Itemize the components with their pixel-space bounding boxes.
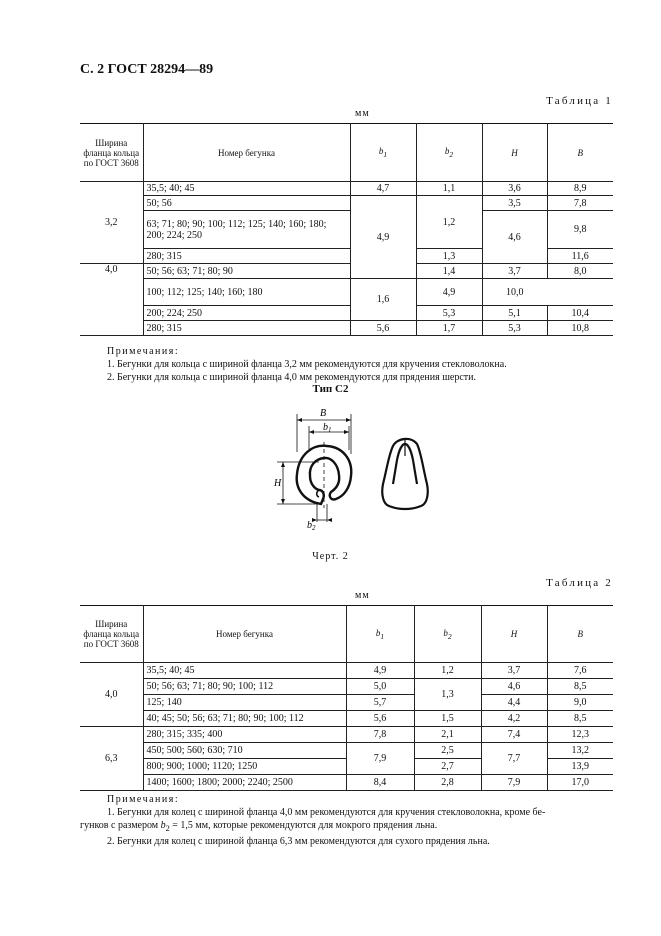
table2-notes xyxy=(80,793,617,848)
table1-b2-cell: 1,4 xyxy=(416,264,482,279)
table2-note-2: 2. Бегунки для колец с шириной фланца 6,3 мм рекомендуются для сухого прядения льна. xyxy=(107,836,490,847)
table1-units: мм xyxy=(355,108,370,119)
table2-note-1-sub: 2 xyxy=(165,824,170,833)
table-row xyxy=(80,279,613,306)
table2-header-number: Номер бегунка xyxy=(143,606,346,663)
table2-h-cell: 4,6 xyxy=(481,679,547,695)
table1-h-cell: 5,3 xyxy=(482,321,547,336)
table2-header-b2-sub: 2 xyxy=(447,631,452,641)
table2-b1-cell: 5,6 xyxy=(346,711,414,727)
table2-b1-cell: 5,7 xyxy=(346,695,414,711)
table1-b2-cell: 1,6 xyxy=(350,279,416,321)
table2-b2-cell: 2,8 xyxy=(414,775,481,791)
table1-bb-cell: 8,9 xyxy=(547,182,613,196)
traveller-side-view xyxy=(382,439,428,509)
table2-number-cell: 50; 56; 63; 71; 80; 90; 100; 112 xyxy=(143,679,346,695)
table1-number-cell: 50; 56; 63; 71; 80; 90 xyxy=(143,264,350,279)
table2-note-1-var: b xyxy=(160,820,166,831)
table2-bb-cell: 8,5 xyxy=(547,711,613,727)
dimension-arrows xyxy=(281,418,351,522)
table2-b2-cell: 2,1 xyxy=(414,727,481,743)
table2-note-1 xyxy=(107,806,617,819)
label-b2: $b_2$ xyxy=(307,520,316,532)
table1-h-cell: 5,1 xyxy=(482,306,547,321)
table2-bb-cell: 17,0 xyxy=(547,775,613,791)
table-row xyxy=(80,663,613,679)
table2-note-1-cont xyxy=(80,819,617,835)
table1-number-cell: 200; 224; 250 xyxy=(143,306,350,321)
table1-notes xyxy=(107,345,507,384)
table2-h-cell: 7,9 xyxy=(481,775,547,791)
table1-header-b2-sub: 2 xyxy=(449,149,454,159)
table2-number-cell: 1400; 1600; 1800; 2000; 2240; 2500 xyxy=(143,775,346,791)
table1-bb-cell: 11,6 xyxy=(547,249,613,264)
table1-bb-cell: 9,8 xyxy=(547,211,613,249)
traveller-drawing xyxy=(265,400,455,540)
table2-width-cell: 4,0 xyxy=(80,663,143,727)
table2-b1-cell: 7,8 xyxy=(346,727,414,743)
table1-b2-cell: 1,2 xyxy=(416,196,482,249)
table1-number-cell: 280; 315 xyxy=(143,321,350,336)
table-row xyxy=(80,321,613,336)
table1-number-cell: 35,5; 40; 45 xyxy=(143,182,350,196)
table1-caption: Таблица 1 xyxy=(546,95,613,107)
table2-number-cell: 125; 140 xyxy=(143,695,346,711)
table2-h-cell: 4,4 xyxy=(481,695,547,711)
table1-header-b1: $b_1$ xyxy=(350,124,416,182)
table1-number-cell: 50; 56 xyxy=(143,196,350,211)
table1-bb-cell: 10,0 xyxy=(482,279,547,306)
table-row xyxy=(80,182,613,196)
table2-b2-cell: 1,5 xyxy=(414,711,481,727)
traveller-front-view xyxy=(297,446,352,504)
table2-header-h: H xyxy=(481,606,547,663)
table2-b1-cell: 4,9 xyxy=(346,663,414,679)
table1-notes-title: Примечания: xyxy=(107,346,180,357)
table1-number-cell: 63; 71; 80; 90; 100; 112; 125; 140; 160; 180; 200; 224; 250 xyxy=(143,211,350,249)
table2-bb-cell: 13,2 xyxy=(547,743,613,759)
table-row xyxy=(80,727,613,743)
table2-number-cell: 280; 315; 335; 400 xyxy=(143,727,346,743)
table-row xyxy=(80,211,613,249)
table1-bb-cell: 10,8 xyxy=(547,321,613,336)
table1-width-cell: 3,2 xyxy=(80,182,143,264)
table2-b1-cell: 8,4 xyxy=(346,775,414,791)
table1-b1-cell: 4,7 xyxy=(350,182,416,196)
table2-b2-cell: 1,2 xyxy=(414,663,481,679)
table2-h-cell: 7,4 xyxy=(481,727,547,743)
table2-bb-cell: 7,6 xyxy=(547,663,613,679)
table1-header-b1-sub: 1 xyxy=(383,149,388,159)
table-row xyxy=(80,264,613,279)
table1-b1-cell: 5,3 xyxy=(416,306,482,321)
table1-header-h: H xyxy=(482,124,547,182)
table1 xyxy=(80,123,613,336)
table1-header-bb: B xyxy=(547,124,613,182)
table1-header-row xyxy=(80,124,613,182)
table2-h-cell: 3,7 xyxy=(481,663,547,679)
table2-header-b2: $b_2$ xyxy=(414,606,481,663)
label-b1: $b_1$ xyxy=(323,422,332,434)
table2-units: мм xyxy=(355,590,370,601)
traveller-tip xyxy=(317,490,319,497)
table2-notes-title: Примечания: xyxy=(107,794,180,805)
table-row xyxy=(80,775,613,791)
table1-bb-cell: 10,4 xyxy=(547,306,613,321)
table2-bb-cell: 9,0 xyxy=(547,695,613,711)
table2-caption: Таблица 2 xyxy=(546,577,613,589)
table1-b2-cell: 1,7 xyxy=(416,321,482,336)
table2-note-1-line1: 1. Бегунки для колец с шириной фланца 4,0 мм рекомендуются для кручения стекловолокна, кроме бе- xyxy=(107,807,546,818)
table1-header-number: Номер бегунка xyxy=(143,124,350,182)
table2-number-cell: 40; 45; 50; 56; 63; 71; 80; 90; 100; 112 xyxy=(143,711,346,727)
table1-h-cell: 3,6 xyxy=(482,182,547,196)
table1-number-cell: 280; 315 xyxy=(143,249,350,264)
page-header: С. 2 ГОСТ 28294—89 xyxy=(80,62,214,77)
table2-header-b1: $b_1$ xyxy=(346,606,414,663)
table-row xyxy=(80,743,613,759)
table1-bb-cell: 7,8 xyxy=(547,196,613,211)
table2-header-row xyxy=(80,606,613,663)
table1-h-cell: 4,9 xyxy=(416,279,482,306)
table2-number-cell: 800; 900; 1000; 1120; 1250 xyxy=(143,759,346,775)
table2-h-cell: 7,7 xyxy=(481,743,547,775)
table1-b2-cell: 1,1 xyxy=(416,182,482,196)
table1-h-cell: 3,7 xyxy=(482,264,547,279)
table1-number-cell: 100; 112; 125; 140; 160; 180 xyxy=(143,279,350,306)
table2-note-1-pre: гунков с размером xyxy=(80,820,161,831)
table-row xyxy=(80,196,613,211)
table-row xyxy=(80,306,613,321)
table1-b1-cell: 4,9 xyxy=(350,196,416,279)
label-B: B xyxy=(320,408,327,419)
table2-number-cell: 450; 500; 560; 630; 710 xyxy=(143,743,346,759)
table2-bb-cell: 8,5 xyxy=(547,679,613,695)
table2-header-bb: B xyxy=(547,606,613,663)
table1-width-cell: 4,0 xyxy=(80,264,143,336)
table2-b2-cell: 2,5 xyxy=(414,743,481,759)
table2-bb-cell: 12,3 xyxy=(547,727,613,743)
label-H: H xyxy=(274,478,282,489)
table1-b2-cell: 1,3 xyxy=(416,249,482,264)
table2-b1-cell: 5,0 xyxy=(346,679,414,695)
table1-h-cell: 3,5 xyxy=(482,196,547,211)
table2-b2-cell: 1,3 xyxy=(414,679,481,711)
label-b1-sub: 1 xyxy=(328,426,332,434)
table2-header-width: Ширина фланца кольца по ГОСТ 3608 xyxy=(80,606,143,663)
table1-b1-cell: 5,6 xyxy=(350,321,416,336)
table1-note-1: 1. Бегунки для кольца с шириной фланца 3,2 мм рекомендуются для кручения стекловолокна. xyxy=(107,359,507,370)
table2-number-cell: 35,5; 40; 45 xyxy=(143,663,346,679)
table1-h-cell: 4,6 xyxy=(482,211,547,264)
table2-note-1-post: = 1,5 мм, которые рекомендуются для мокрого прядения льна. xyxy=(169,820,438,831)
figure-title: Тип С2 xyxy=(312,383,349,395)
table1-note-2: 2. Бегунки для кольца с шириной фланца 4,0 мм рекомендуются для прядения шерсти. xyxy=(107,372,477,383)
table2-header-b1-sub: 1 xyxy=(380,631,385,641)
table-row xyxy=(80,711,613,727)
table-row xyxy=(80,679,613,695)
table2 xyxy=(80,605,613,791)
table2-b1-cell: 7,9 xyxy=(346,743,414,775)
table2-b2-cell: 2,7 xyxy=(414,759,481,775)
table1-header-width: Ширина фланца кольца по ГОСТ 3608 xyxy=(80,124,143,182)
table-row xyxy=(80,695,613,711)
table2-h-cell: 4,2 xyxy=(481,711,547,727)
label-b2-sub: 2 xyxy=(312,524,316,532)
figure-caption: Черт. 2 xyxy=(312,551,349,562)
table2-width-cell: 6,3 xyxy=(80,727,143,791)
table1-header-b2: $b_2$ xyxy=(416,124,482,182)
table1-bb-cell: 8,0 xyxy=(547,264,613,279)
table2-bb-cell: 13,9 xyxy=(547,759,613,775)
